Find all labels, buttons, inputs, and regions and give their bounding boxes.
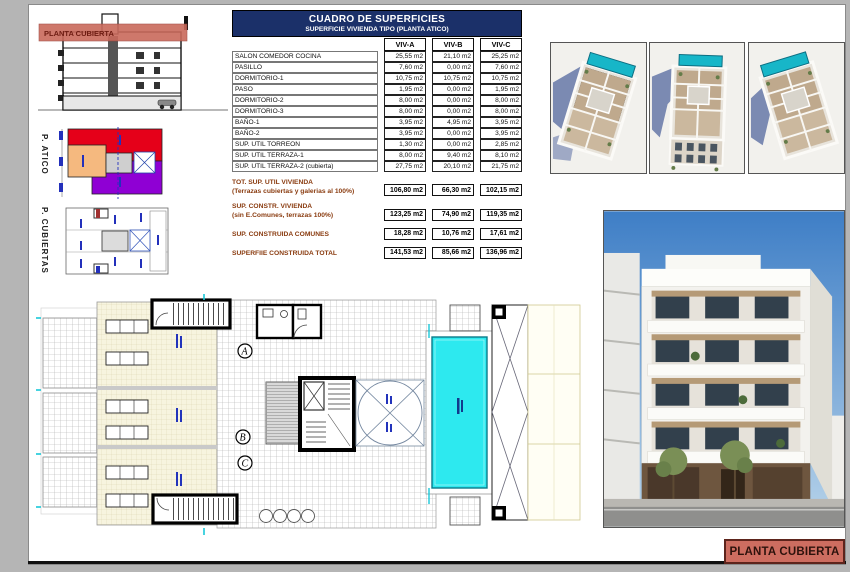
row-value: 3,95 m2 <box>384 117 426 128</box>
cubiertas-core <box>102 231 128 251</box>
cubiertas-keyplan <box>56 203 180 279</box>
summary-value: 74,90 m2 <box>432 209 474 221</box>
row-value: 3,95 m2 <box>480 117 522 128</box>
neighbor-building <box>604 253 640 501</box>
summary-value: 18,28 m2 <box>384 228 426 240</box>
keyplan-orange-zone <box>68 145 106 177</box>
surface-table <box>232 10 522 259</box>
row-value: 3,95 m2 <box>384 128 426 139</box>
row-value: 0,00 m2 <box>432 106 474 117</box>
summary-label: SUPERFIIE CONSTRUIDA TOTAL <box>232 250 338 258</box>
pool <box>679 54 722 66</box>
row-value: 4,95 m2 <box>432 117 474 128</box>
row-value: 10,75 m2 <box>384 73 426 84</box>
summary-row-total-construida <box>232 247 522 259</box>
column-header-spacer <box>232 37 378 51</box>
keyplan-lightwell <box>134 152 155 173</box>
row-value: 0,00 m2 <box>432 95 474 106</box>
building-section-drawing <box>36 8 230 120</box>
row-value: 1,30 m2 <box>384 139 426 150</box>
row-value: 8,00 m2 <box>384 106 426 117</box>
surface-table-title: CUADRO DE SUPERFICIES <box>308 14 446 25</box>
row-value: 7,60 m2 <box>480 62 522 73</box>
row-value: 8,10 m2 <box>480 150 522 161</box>
row-value: 8,00 m2 <box>480 106 522 117</box>
summary-value: 119,35 m2 <box>480 209 522 221</box>
row-value: 9,40 m2 <box>432 150 474 161</box>
ramp-hatch <box>266 382 300 444</box>
column-header-viv-b: VIV-B <box>432 38 474 51</box>
summary-value: 66,30 m2 <box>432 184 474 196</box>
unit-letter-c: C <box>241 458 249 470</box>
surface-table-column-headers <box>232 37 522 51</box>
row-label: SUP. UTIL TERRAZA-2 (cubierta) <box>232 161 378 172</box>
roof-render-view-2 <box>649 42 745 174</box>
row-value: 0,00 m2 <box>432 139 474 150</box>
surface-table-header <box>232 10 522 37</box>
atico-keyplan-label: P. ATICO <box>40 134 49 175</box>
summary-value: 17,61 m2 <box>480 228 522 240</box>
summary-row-constr-vivienda <box>232 203 522 220</box>
row-label: SUP. UTIL TERRAZA-1 <box>232 150 378 161</box>
facade-render <box>603 210 845 528</box>
roof-render-view-3 <box>748 42 845 174</box>
row-label: BAÑO-1 <box>232 117 378 128</box>
row-value: 1,95 m2 <box>384 84 426 95</box>
cubiertas-keyplan-label: P. CUBIERTAS <box>40 207 49 274</box>
row-label: PASILLO <box>232 62 378 73</box>
row-value: 21,75 m2 <box>480 161 522 172</box>
summary-row-comunes <box>232 228 522 240</box>
row-value: 27,75 m2 <box>384 161 426 172</box>
row-value: 0,00 m2 <box>432 128 474 139</box>
top-staircase <box>152 300 230 328</box>
bottom-staircase <box>153 495 237 523</box>
keyplan-core <box>106 153 132 173</box>
row-label: DORMITORIO-2 <box>232 95 378 106</box>
skylight-dome <box>356 380 424 446</box>
torreon-rooms <box>257 305 321 338</box>
summary-label: TOT. SUP. UTIL VIVIENDA (Terrazas cubiertas y galerias al 100%) <box>232 179 355 195</box>
unit-letter-a: A <box>241 346 248 358</box>
row-value: 3,95 m2 <box>480 128 522 139</box>
summary-value: 141,53 m2 <box>384 247 426 259</box>
row-value: 2,85 m2 <box>480 139 522 150</box>
summary-row-total-util <box>232 179 522 196</box>
service-hatch-bottom <box>450 497 480 525</box>
row-label: SUP. UTIL TORREON <box>232 139 378 150</box>
summary-label: SUP. CONSTR. VIVIENDA (sin E.Comunes, terrazas 100%) <box>232 203 334 220</box>
roof-render-view-1 <box>550 42 647 174</box>
row-label: PASO <box>232 84 378 95</box>
column-header-viv-c: VIV-C <box>480 38 522 51</box>
row-value: 10,75 m2 <box>480 73 522 84</box>
row-value: 7,60 m2 <box>384 62 426 73</box>
roof-floor-plan <box>36 294 582 536</box>
row-label: BAÑO-2 <box>232 128 378 139</box>
lightwell <box>492 305 528 520</box>
pergola-hatched-blocks <box>43 318 97 507</box>
summary-value: 106,80 m2 <box>384 184 426 196</box>
surface-table-body <box>232 51 522 172</box>
summary-value: 85,66 m2 <box>432 247 474 259</box>
sheet-title-block: PLANTA CUBIERTA <box>724 539 845 564</box>
unit-letter-b: B <box>239 432 246 444</box>
row-value: 8,00 m2 <box>384 150 426 161</box>
row-value: 10,75 m2 <box>432 73 474 84</box>
row-value: 0,00 m2 <box>432 84 474 95</box>
surface-table-subtitle: SUPERFICIE VIVIENDA TIPO (PLANTA ATICO) <box>305 26 449 33</box>
stair-core <box>300 378 354 450</box>
right-roof-strip <box>528 305 580 520</box>
atico-keyplan <box>56 127 178 199</box>
summary-value: 102,15 m2 <box>480 184 522 196</box>
row-value: 25,25 m2 <box>480 51 522 62</box>
row-value: 20,10 m2 <box>432 161 474 172</box>
planta-cubierta-band-label: PLANTA CUBIERTA <box>44 29 114 38</box>
summary-value: 10,76 m2 <box>432 228 474 240</box>
row-value: 8,00 m2 <box>480 95 522 106</box>
dimension-ticks <box>59 129 63 197</box>
row-label: DORMITORIO-3 <box>232 106 378 117</box>
roof-building <box>669 54 726 171</box>
row-value: 8,00 m2 <box>384 95 426 106</box>
pool-area <box>426 324 493 504</box>
row-value: 25,55 m2 <box>384 51 426 62</box>
row-label: DORMITORIO-1 <box>232 73 378 84</box>
private-terraces <box>97 302 217 525</box>
row-label: SALON COMEDOR COCINA <box>232 51 378 62</box>
summary-value: 136,96 m2 <box>480 247 522 259</box>
row-value: 1,95 m2 <box>480 84 522 95</box>
cubiertas-lightwell <box>130 230 150 251</box>
column-header-viv-a: VIV-A <box>384 38 426 51</box>
service-hatch-top <box>450 305 480 331</box>
summary-value: 123,25 m2 <box>384 209 426 221</box>
torreon <box>687 86 709 104</box>
row-value: 21,10 m2 <box>432 51 474 62</box>
summary-label: SUP. CONSTRUIDA COMUNES <box>232 231 329 239</box>
row-value: 0,00 m2 <box>432 62 474 73</box>
